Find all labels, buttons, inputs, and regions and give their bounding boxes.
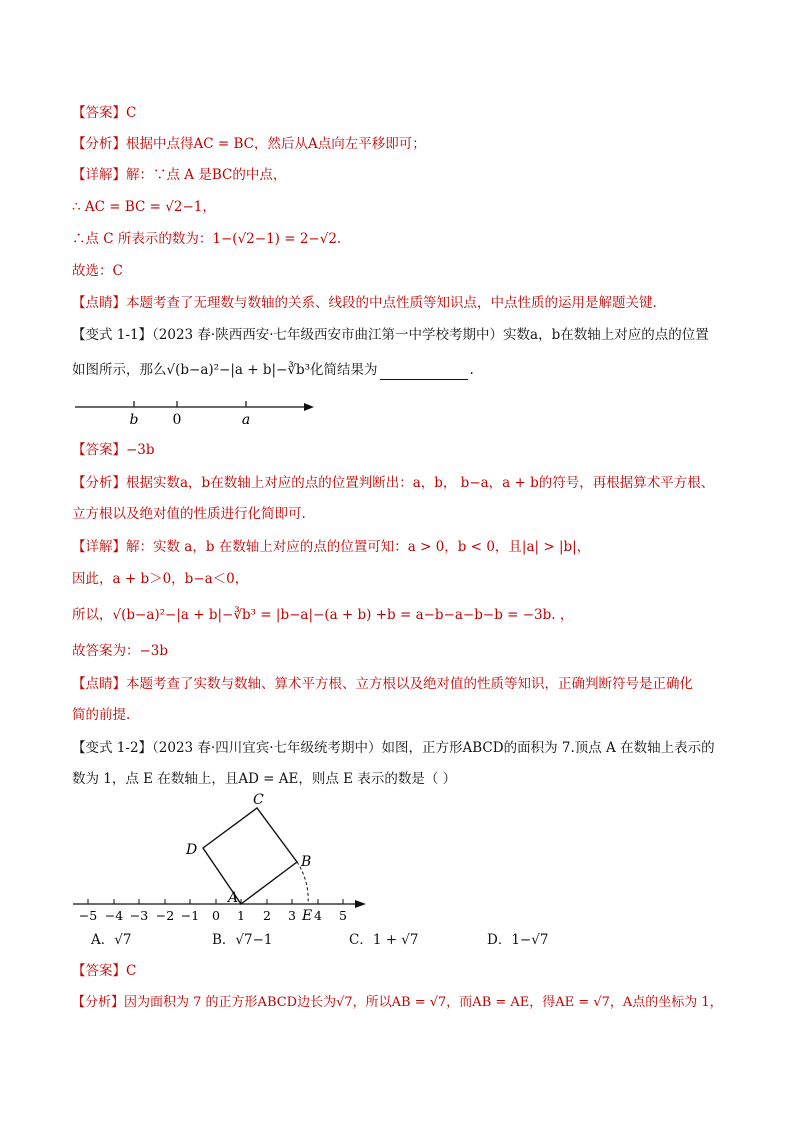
axis-arrow — [355, 900, 366, 908]
comment-text: 本题考查了实数与数轴、算术平方根、立方根以及绝对值的性质等知识，正确判断符号是正确化 — [126, 676, 693, 692]
v11-analysis-line-1 — [72, 473, 714, 493]
q1-detail-line-2: ∴ AC = BC = √2−1， — [72, 199, 216, 215]
choice-b[interactable]: B．√7−1 — [212, 932, 273, 948]
v12-analysis-line — [72, 993, 723, 1013]
answer-tag: 【答案】 — [72, 442, 126, 458]
number-line-figure-1 — [70, 395, 330, 431]
comment-tag: 【点睛】 — [72, 676, 126, 692]
variant-stem-text: 如图，正方形ABCD的面积为 7.顶点 A 在数轴上表示的 — [381, 740, 715, 756]
answer-tag: 【答案】 — [72, 105, 126, 121]
tick-label: 1 — [237, 908, 245, 923]
v11-stem-line-2 — [72, 360, 474, 380]
v11-detail-line-3: 所以，√(b−a)²−|a + b|−∛b³ = |b−a|−(a + b) +b = a−b−a−b−b = −3b. ， — [72, 607, 574, 623]
tick-label: −5 — [78, 908, 98, 923]
label-a: A — [228, 890, 239, 906]
axis-arrow — [304, 403, 314, 411]
choice-c[interactable]: C．1 + √7 — [349, 932, 419, 948]
v11-comment-line-2: 简的前提. — [72, 707, 131, 723]
variant-stem-text: 实数a，b在数轴上对应的点的位置 — [503, 327, 709, 343]
analysis-tag: 【分析】 — [72, 136, 126, 152]
label-d: D — [186, 842, 198, 858]
comment-text: 本题考查了无理数与数轴的关系、线段的中点性质等知识点，中点性质的运用是解题关键. — [126, 295, 657, 311]
answer-value: −3b — [126, 442, 155, 458]
variant-source: （2023 春·陕西西安·七年级西安市曲江第一中学校考期中） — [152, 327, 504, 343]
q1-detail-line-3: ∴点 C 所表示的数为：1−(√2−1) = 2−√2. — [72, 231, 342, 247]
variant-tag: 【变式 1-1】 — [72, 327, 153, 343]
choice-a[interactable]: A．√7 — [91, 932, 132, 948]
v11-analysis-line-2: 立方根以及绝对值的性质进行化简即可. — [72, 506, 306, 522]
v11-conclusion: 故答案为：−3b — [72, 643, 169, 659]
analysis-tag: 【分析】 — [72, 475, 126, 491]
q1-detail-line-1 — [72, 165, 286, 185]
label-b: b — [129, 412, 139, 428]
label-0: 0 — [172, 412, 182, 428]
answer-blank — [380, 365, 468, 380]
tick-label: 2 — [263, 908, 271, 923]
axis-ticks — [88, 899, 343, 904]
analysis-tag: 【分析】 — [72, 995, 125, 1010]
answer-value: C — [126, 963, 137, 979]
variant-stem-end: . — [469, 362, 474, 378]
label-e: E — [302, 908, 313, 924]
tick-label: −3 — [129, 908, 149, 923]
q1-comment-line — [72, 293, 657, 313]
q1-conclusion: 故选：C — [72, 263, 123, 279]
answer-value: C — [126, 105, 137, 121]
variant-source: （2023 春·四川宜宾·七年级统考期中） — [152, 740, 382, 756]
v11-detail-line-2: 因此，a + b＞0，b−a＜0， — [72, 571, 249, 587]
v12-stem-line-2: 数为 1，点 E 在数轴上，且AD = AE，则点 E 表示的数是（ ） — [72, 771, 457, 787]
label-c: C — [253, 792, 264, 808]
tick-label: −4 — [104, 908, 124, 923]
label-b: B — [301, 854, 312, 870]
tick-label: −2 — [155, 908, 175, 923]
detail-text: 解：实数 a，b 在数轴上对应的点的位置可知：a > 0，b < 0，且|a| > |b|， — [126, 539, 591, 555]
detail-tag: 【详解】 — [72, 539, 126, 555]
square-number-line-figure — [70, 788, 380, 928]
tick-label: 5 — [339, 908, 347, 923]
v12-stem-line-1 — [72, 738, 715, 758]
detail-text: 解：∵点 A 是BC的中点， — [126, 167, 287, 183]
v11-stem-line-1 — [72, 325, 709, 345]
q1-analysis-line — [72, 134, 426, 154]
label-a: a — [241, 412, 251, 428]
square-abcd — [203, 808, 297, 904]
v11-detail-line-1 — [72, 537, 590, 557]
q1-answer-line — [72, 103, 136, 123]
answer-tag: 【答案】 — [72, 963, 126, 979]
tick-label: 0 — [212, 908, 220, 923]
tick-label: 3 — [288, 908, 296, 923]
comment-tag: 【点睛】 — [72, 295, 126, 311]
analysis-text: 因为面积为 7 的正方形ABCD边长为√7，所以AB = √7，而AB = AE，得AE = √7，A点的坐标为 1， — [124, 995, 723, 1010]
analysis-text: 根据实数a，b在数轴上对应的点的位置判断出：a，b， b−a，a + b的符号，再根据算术平方根、 — [126, 475, 715, 491]
v11-comment-line-1 — [72, 674, 693, 694]
detail-tag: 【详解】 — [72, 167, 126, 183]
tick-label: 4 — [314, 908, 322, 923]
variant-tag: 【变式 1-2】 — [72, 740, 153, 756]
tick-label: −1 — [180, 908, 200, 923]
v12-answer-line — [72, 961, 136, 981]
variant-stem-text: 如图所示，那么√(b−a)²−|a + b|−∛b³化简结果为 — [72, 362, 378, 378]
analysis-text: 根据中点得AC = BC，然后从A点向左平移即可； — [126, 136, 426, 152]
v11-answer-line — [72, 440, 155, 460]
choice-d[interactable]: D．1−√7 — [487, 932, 549, 948]
